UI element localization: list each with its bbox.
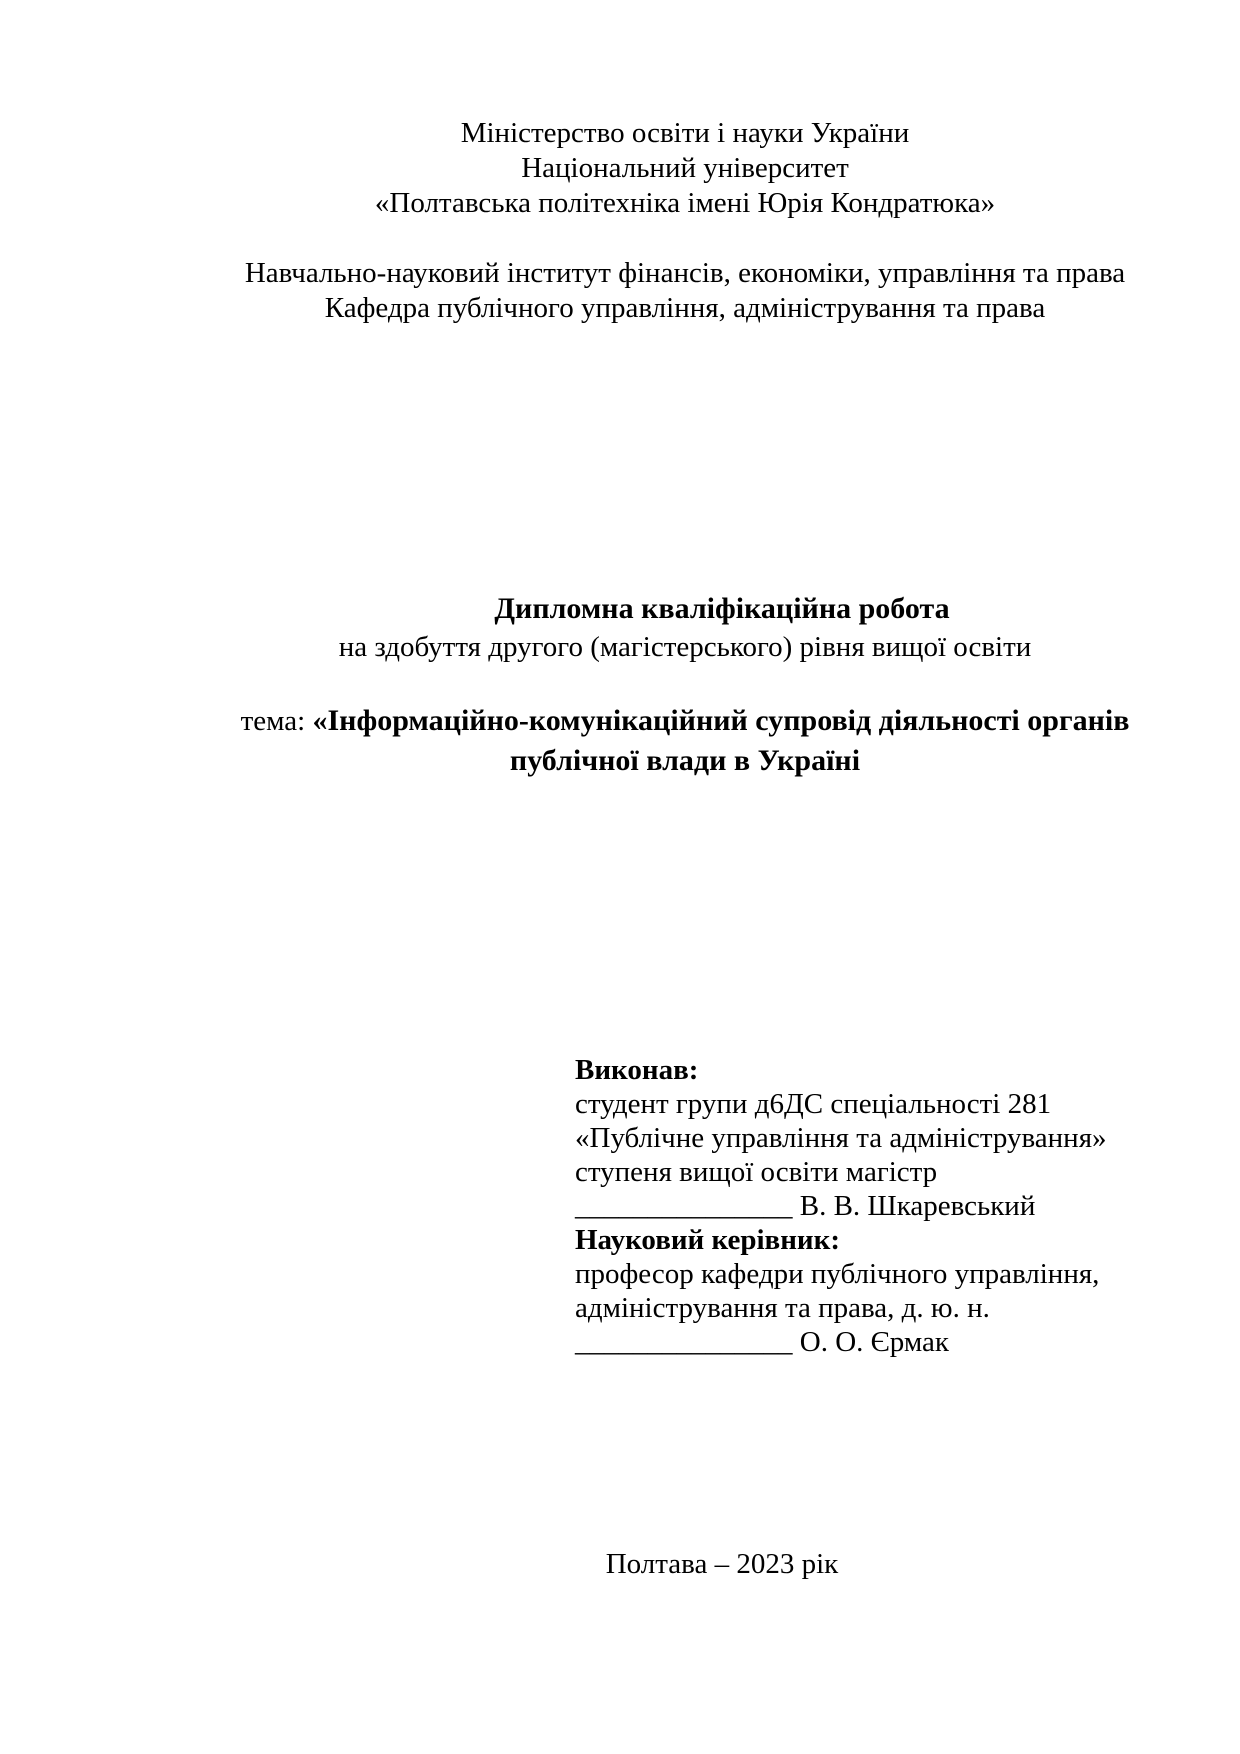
university-name-line: Національний університет — [521, 152, 849, 184]
supervisor-line-2: адміністрування та права, д. ю. н. — [575, 1292, 990, 1324]
institution-header — [205, 116, 1165, 326]
work-title-block — [205, 589, 1165, 667]
author-name: В. В. Шкаревський — [799, 1190, 1036, 1222]
topic-block — [205, 701, 1165, 781]
ministry-line: Міністерство освіти і науки України — [460, 117, 910, 149]
topic-text-start: «Інформаційно-комунікаційний супровід діяльності органів — [312, 704, 1130, 737]
author-heading: Виконав: — [575, 1054, 699, 1086]
author-signature-line: _______________ — [575, 1190, 793, 1222]
author-supervisor-block — [575, 1053, 1195, 1359]
spacer — [205, 221, 1165, 256]
work-degree-line: на здобуття другого (магістерського) рівня вищої освіти — [338, 631, 1032, 663]
institute-line: Навчально-науковий інститут фінансів, економіки, управління та права — [244, 257, 1126, 289]
author-line-3: ступеня вищої освіти магістр — [575, 1156, 938, 1188]
university-title-line: «Полтавська політехніка імені Юрія Кондратюка» — [374, 187, 996, 219]
city-year-line: Полтава – 2023 рік — [605, 1548, 839, 1580]
department-line: Кафедра публічного управління, адміністрування та права — [324, 292, 1046, 324]
supervisor-name: О. О. Єрмак — [799, 1326, 949, 1358]
author-signature-row — [575, 1189, 1195, 1223]
topic-label: тема: — [240, 705, 313, 737]
topic-line-1 — [205, 701, 1165, 741]
work-type-line: Дипломна кваліфікаційна робота — [494, 592, 950, 625]
topic-line-2: публічної влади в Україні — [509, 744, 861, 777]
supervisor-heading: Науковий керівник: — [575, 1224, 841, 1256]
supervisor-line-1: професор кафедри публічного управління, — [575, 1258, 1100, 1290]
supervisor-signature-line: _______________ — [575, 1326, 793, 1358]
author-line-1: студент групи д6ДС спеціальності 281 — [575, 1088, 1052, 1120]
author-line-2: «Публічне управління та адміністрування» — [575, 1122, 1107, 1154]
supervisor-signature-row — [575, 1325, 1195, 1359]
